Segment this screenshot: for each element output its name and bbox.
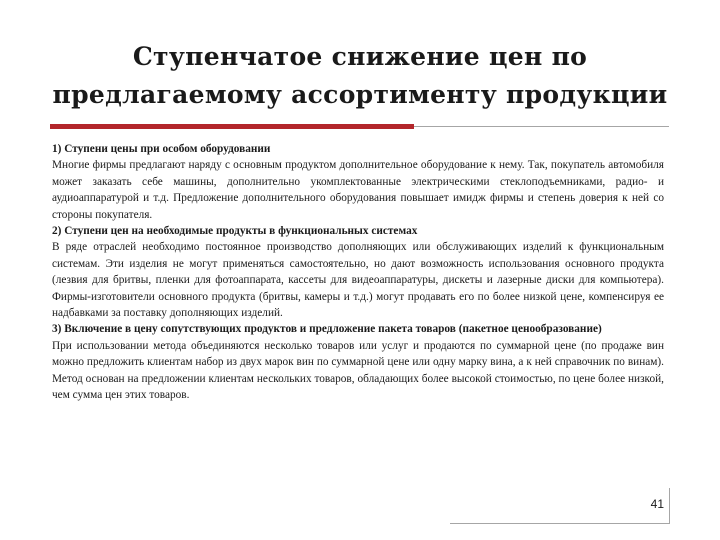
section-3-body: При использовании метода объединяются несколько товаров или услуг и продаются по суммарной цене (по продаже вин можно предложить клиентам набор из двух марок вин по суммарной цене или одну марку вина, а к ней справочник по винам). Метод основан на предложении клиентам нескольких товаров, обладающих более высокой стоимостью, по цене более низкой, чем сумма цен этих товаров. <box>52 339 664 402</box>
section-2-heading: 2) Ступени цен на необходимые продукты в функциональных системах <box>52 225 418 238</box>
slide-title <box>30 38 690 114</box>
section-1-heading: 1) Ступени цены при особом оборудовании <box>52 143 271 155</box>
page-number: 41 <box>650 497 664 511</box>
footer-horizontal-rule <box>450 523 670 524</box>
slide-body <box>52 141 664 404</box>
title-accent-rule <box>50 124 414 129</box>
title-divider-rule <box>414 126 669 127</box>
section-2-body: В ряде отраслей необходимо постоянное производство дополняющих или обслуживающих изделий к функциональным системам. Эти изделия не могут применяться самостоятельно, но дают возможность использования основного продукта (лезвия для бритвы, пленки для фотоаппарата, кассеты для видеоаппаратуры, дискеты и лазерные диски для компьютера). Фирмы-изготовители основного продукта (бритвы, камеры и т.д.) могут продавать его по более низкой цене, компенсируя ее надбавками за поставку дополняющих изделий. <box>52 241 664 320</box>
section-3-heading: 3) Включение в цену сопутствующих продуктов и предложение пакета товаров (пакетное ценообразование) <box>52 323 602 336</box>
footer-vertical-rule <box>669 488 670 524</box>
section-1-body: Многие фирмы предлагают наряду с основным продуктом дополнительное оборудование к нему. Так, покупатель автомобиля может заказать себе машины, дополнительно укомплектованные электрическими стеклоподъемниками, радио- и аудиоаппаратурой и т.д. Предложение дополнительного оборудования повышает имидж фирмы и степень доверия к ней со стороны покупателя. <box>52 159 664 221</box>
title-line-2: предлагаемому ассортименту продукции <box>52 80 668 109</box>
title-line-1: Ступенчатое снижение цен по <box>132 42 588 71</box>
